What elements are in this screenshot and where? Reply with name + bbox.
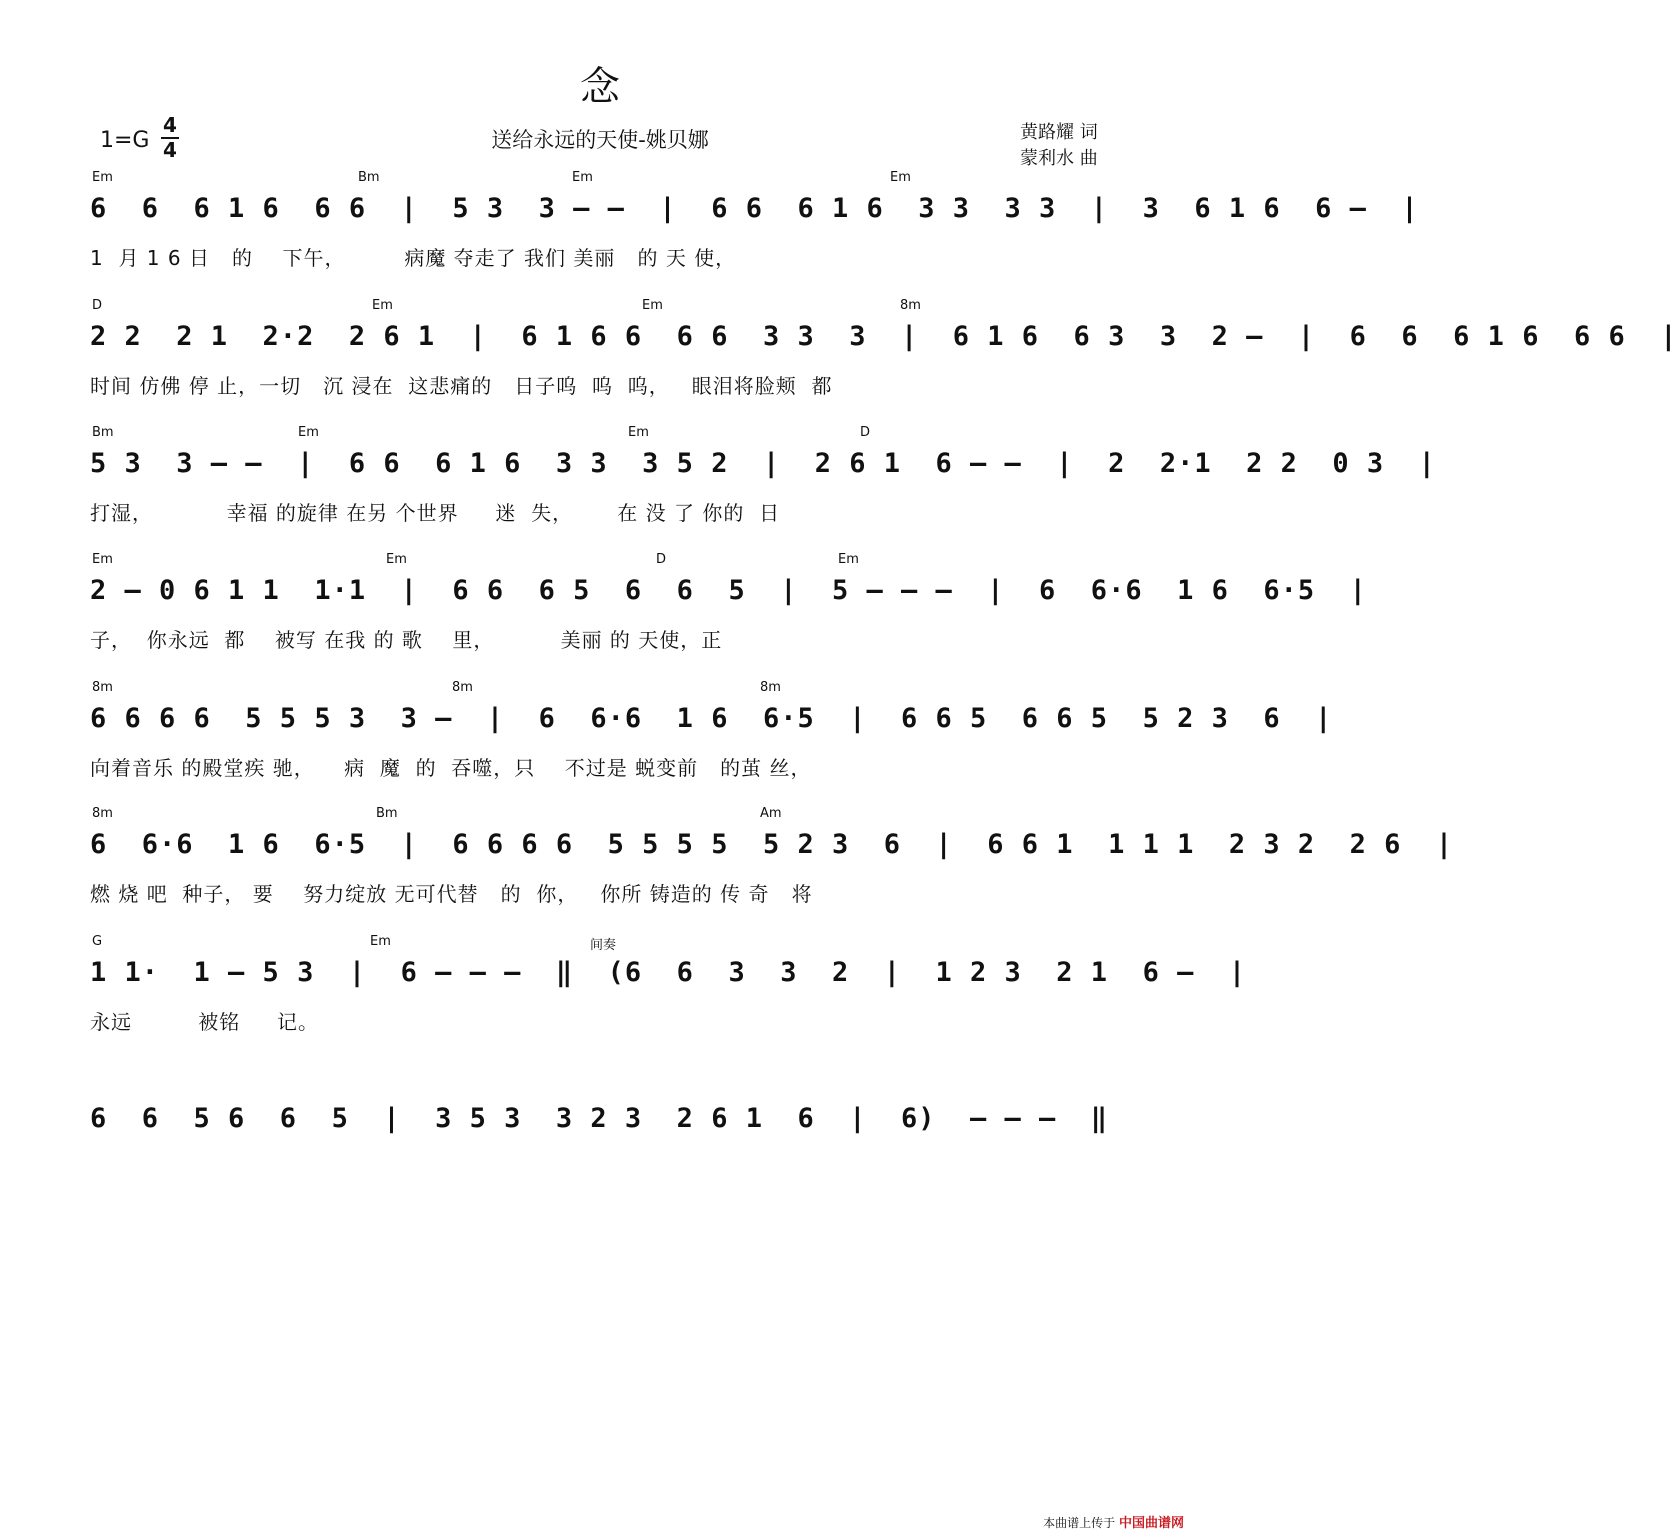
chord-label: Em	[372, 298, 393, 313]
key-signature: 1=G	[100, 128, 150, 153]
upload-text: 本曲谱上传于	[1043, 1516, 1116, 1530]
chord-label: Bm	[92, 425, 114, 440]
chord-label: 8m	[92, 680, 113, 695]
chord-label: D	[860, 425, 871, 440]
chord-label: 8m	[452, 680, 473, 695]
footer	[1043, 1512, 1184, 1531]
notation-line: 5 3 3 – – | 6 6 6 1 6 3 3 3 5 2 | 2 6 1 6 – – | 2 2·1 2 2 0 3 |	[90, 448, 1436, 479]
chord-label: Em	[890, 170, 911, 185]
time-signature	[160, 114, 180, 162]
lyrics-line: 子， 你永远 都 被写 在我 的 歌 里， 美丽 的 天使，正	[90, 628, 723, 652]
site-logo: 中国曲谱网	[1118, 1516, 1184, 1531]
chord-label: Em	[642, 298, 663, 313]
chord-label: Em	[92, 552, 113, 567]
notation-line: 1 1· 1 – 5 3 | 6 – – – ‖ (6 6 3 3 2 | 1 2 3 2 1 6 – |	[90, 957, 1247, 988]
lyrics-line: 1 月 1 6 日 的 下午， 病魔 夺走了 我们 美丽 的 天 使，	[90, 246, 737, 270]
chord-label: Bm	[376, 806, 398, 821]
notation-line: 2 2 2 1 2·2 2 6 1 | 6 1 6 6 6 6 3 3 3 | 6 1 6 6 3 3 2 – | 6 6 6 1 6 6 6 |	[90, 321, 1678, 352]
chord-label: Am	[760, 806, 782, 821]
time-signature-bottom: 4	[163, 138, 177, 162]
chord-label: Em	[628, 425, 649, 440]
song-title: 念	[580, 64, 620, 110]
time-signature-top: 4	[163, 113, 177, 137]
chord-label: 8m	[92, 806, 113, 821]
chord-label: Bm	[358, 170, 380, 185]
chord-label: Em	[298, 425, 319, 440]
notation-line: 6 6 6 1 6 6 6 | 5 3 3 – – | 6 6 6 1 6 3 3 3 3 | 3 6 1 6 6 – |	[90, 193, 1419, 224]
composer-credit: 蒙利水 曲	[1020, 148, 1098, 169]
chord-label: Em	[370, 934, 391, 949]
song-subtitle: 送给永远的天使-姚贝娜	[491, 128, 709, 152]
chord-label: 8m	[760, 680, 781, 695]
notation-line: 6 6 5 6 6 5 | 3 5 3 3 2 3 2 6 1 6 | 6) – – – ‖	[90, 1103, 1109, 1134]
lyrics-line: 打湿， 幸福 的旋律 在另 个世界 迷 失， 在 没 了 你的 日	[90, 501, 781, 525]
chord-label: 间奏	[590, 938, 617, 953]
lyrics-line: 燃 烧 吧 种子， 要 努力绽放 无可代替 的 你， 你所 铸造的 传 奇 将	[90, 882, 813, 906]
chord-label: D	[656, 552, 667, 567]
notation-line: 6 6 6 6 5 5 5 3 3 – | 6 6·6 1 6 6·5 | 6 6 5 6 6 5 5 2 3 6 |	[90, 703, 1333, 734]
lyrics-line: 永远 被铭 记。	[90, 1010, 320, 1034]
chord-label: D	[92, 298, 103, 313]
chord-label: Em	[838, 552, 859, 567]
chord-label: G	[92, 934, 103, 949]
notation-line: 2 – 0 6 1 1 1·1 | 6 6 6 5 6 6 5 | 5 – – – | 6 6·6 1 6 6·5 |	[90, 575, 1367, 606]
notation-line: 6 6·6 1 6 6·5 | 6 6 6 6 5 5 5 5 5 2 3 6 | 6 6 1 1 1 1 2 3 2 2 6 |	[90, 829, 1454, 860]
lyrics-line: 时间 仿佛 停 止，一切 沉 浸在 这悲痛的 日子呜 呜 呜， 眼泪将脸颊 都	[90, 374, 833, 398]
chord-label: 8m	[900, 298, 921, 313]
chord-label: Em	[386, 552, 407, 567]
chord-label: Em	[92, 170, 113, 185]
chord-label: Em	[572, 170, 593, 185]
lyrics-line: 向着音乐 的殿堂疾 驰， 病 魔 的 吞噬，只 不过是 蜕变前 的茧 丝，	[90, 756, 812, 780]
lyricist-credit: 黄路耀 词	[1020, 122, 1098, 143]
